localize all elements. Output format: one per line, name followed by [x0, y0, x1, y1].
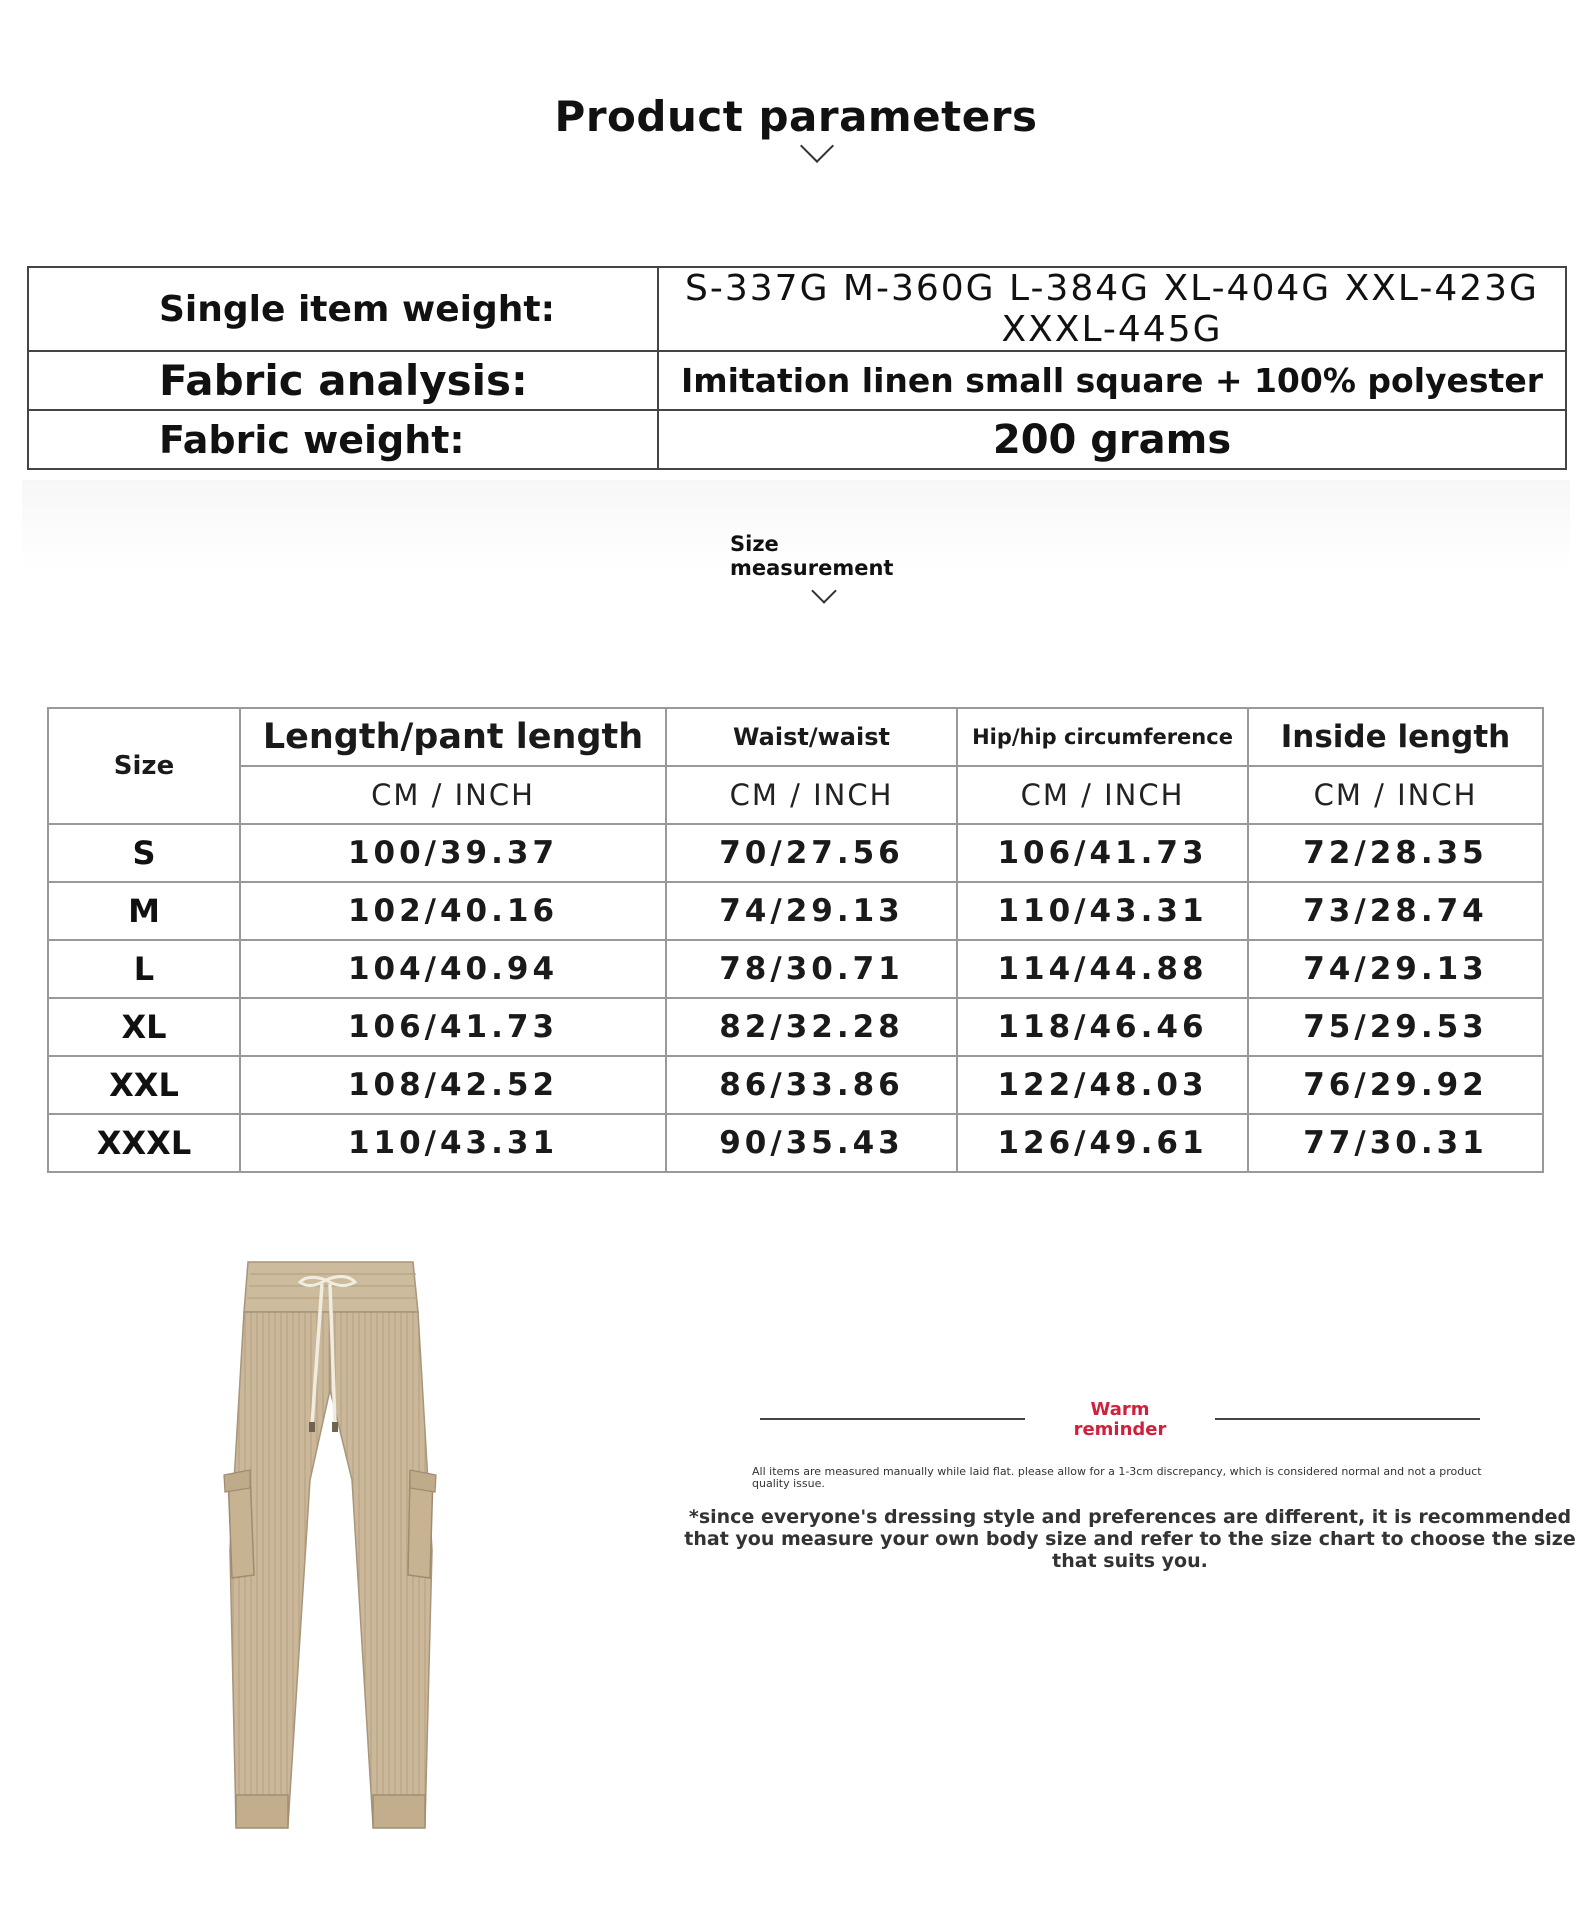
size-header: Size	[48, 708, 240, 824]
parameter-row	[28, 351, 1566, 410]
reminder-title-line: Warm	[1090, 1399, 1150, 1420]
measurement-cell: 106/41.73	[957, 824, 1248, 882]
size-section-title	[730, 532, 893, 580]
measurement-cell: 110/43.31	[957, 882, 1248, 940]
measurement-cell: 82/32.28	[666, 998, 957, 1056]
divider-line	[1215, 1418, 1480, 1420]
unit-label: CM / INCH	[240, 766, 666, 824]
measurement-cell: 76/29.92	[1248, 1056, 1543, 1114]
measurement-cell: 102/40.16	[240, 882, 666, 940]
measurement-cell: 75/29.53	[1248, 998, 1543, 1056]
size-cell: XXL	[48, 1056, 240, 1114]
measurement-cell: 110/43.31	[240, 1114, 666, 1172]
measurement-cell: 104/40.94	[240, 940, 666, 998]
table-row	[48, 824, 1543, 882]
measurement-cell: 77/30.31	[1248, 1114, 1543, 1172]
measurement-cell: 122/48.03	[957, 1056, 1248, 1114]
size-cell: L	[48, 940, 240, 998]
measurement-cell: 72/28.35	[1248, 824, 1543, 882]
table-row	[48, 882, 1543, 940]
size-cell: XXXL	[48, 1114, 240, 1172]
unit-label: CM / INCH	[1248, 766, 1543, 824]
measurement-cell: 114/44.88	[957, 940, 1248, 998]
measurement-cell: 74/29.13	[666, 882, 957, 940]
size-cell: XL	[48, 998, 240, 1056]
measurement-cell: 106/41.73	[240, 998, 666, 1056]
unit-label: CM / INCH	[666, 766, 957, 824]
parameter-label: Single item weight:	[28, 267, 658, 351]
parameter-row	[28, 267, 1566, 351]
parameter-label: Fabric weight:	[28, 410, 658, 469]
column-header: Waist/waist	[666, 708, 957, 766]
measurement-cell: 78/30.71	[666, 940, 957, 998]
parameters-table	[27, 266, 1567, 470]
measurement-cell: 90/35.43	[666, 1114, 957, 1172]
page-title: Product parameters	[554, 92, 1038, 141]
column-header: Inside length	[1248, 708, 1543, 766]
table-row	[48, 940, 1543, 998]
pants-image	[200, 1250, 460, 1850]
reminder-title-line: reminder	[1073, 1419, 1167, 1440]
unit-row	[48, 766, 1543, 824]
parameter-value: Imitation linen small square + 100% polyester	[658, 351, 1566, 410]
measurement-cell: 74/29.13	[1248, 940, 1543, 998]
parameter-label: Fabric analysis:	[28, 351, 658, 410]
measurement-cell: 100/39.37	[240, 824, 666, 882]
table-row	[48, 1114, 1543, 1172]
column-header: Length/pant length	[240, 708, 666, 766]
divider-line	[760, 1418, 1025, 1420]
parameter-row	[28, 410, 1566, 469]
size-table	[47, 707, 1544, 1173]
measurement-cell: 126/49.61	[957, 1114, 1248, 1172]
measurement-cell: 108/42.52	[240, 1056, 666, 1114]
measurement-cell: 70/27.56	[666, 824, 957, 882]
size-title-line: Size	[730, 532, 779, 556]
size-recommendation-note: *since everyone's dressing style and preferences are different, it is recommended that you measure your own body size and refer to the size chart to choose the size that suits you.	[684, 1506, 1576, 1572]
size-title-line: measurement	[730, 556, 894, 580]
measurement-cell: 73/28.74	[1248, 882, 1543, 940]
parameter-value: 200 grams	[658, 410, 1566, 469]
table-row	[48, 998, 1543, 1056]
unit-label: CM / INCH	[957, 766, 1248, 824]
measurement-cell: 118/46.46	[957, 998, 1248, 1056]
size-cell: S	[48, 824, 240, 882]
table-row	[48, 1056, 1543, 1114]
size-cell: M	[48, 882, 240, 940]
column-header: Hip/hip circumference	[957, 708, 1248, 766]
parameter-value: S-337G M-360G L-384G XL-404G XXL-423G XXXL-445G	[658, 267, 1566, 351]
table-header-row	[48, 708, 1543, 766]
measurement-cell: 86/33.86	[666, 1056, 957, 1114]
warm-reminder-title	[1040, 1400, 1200, 1440]
measurement-note: All items are measured manually while laid flat. please allow for a 1-3cm discrepancy, which is considered normal and not a product quality issue.	[752, 1465, 1482, 1490]
